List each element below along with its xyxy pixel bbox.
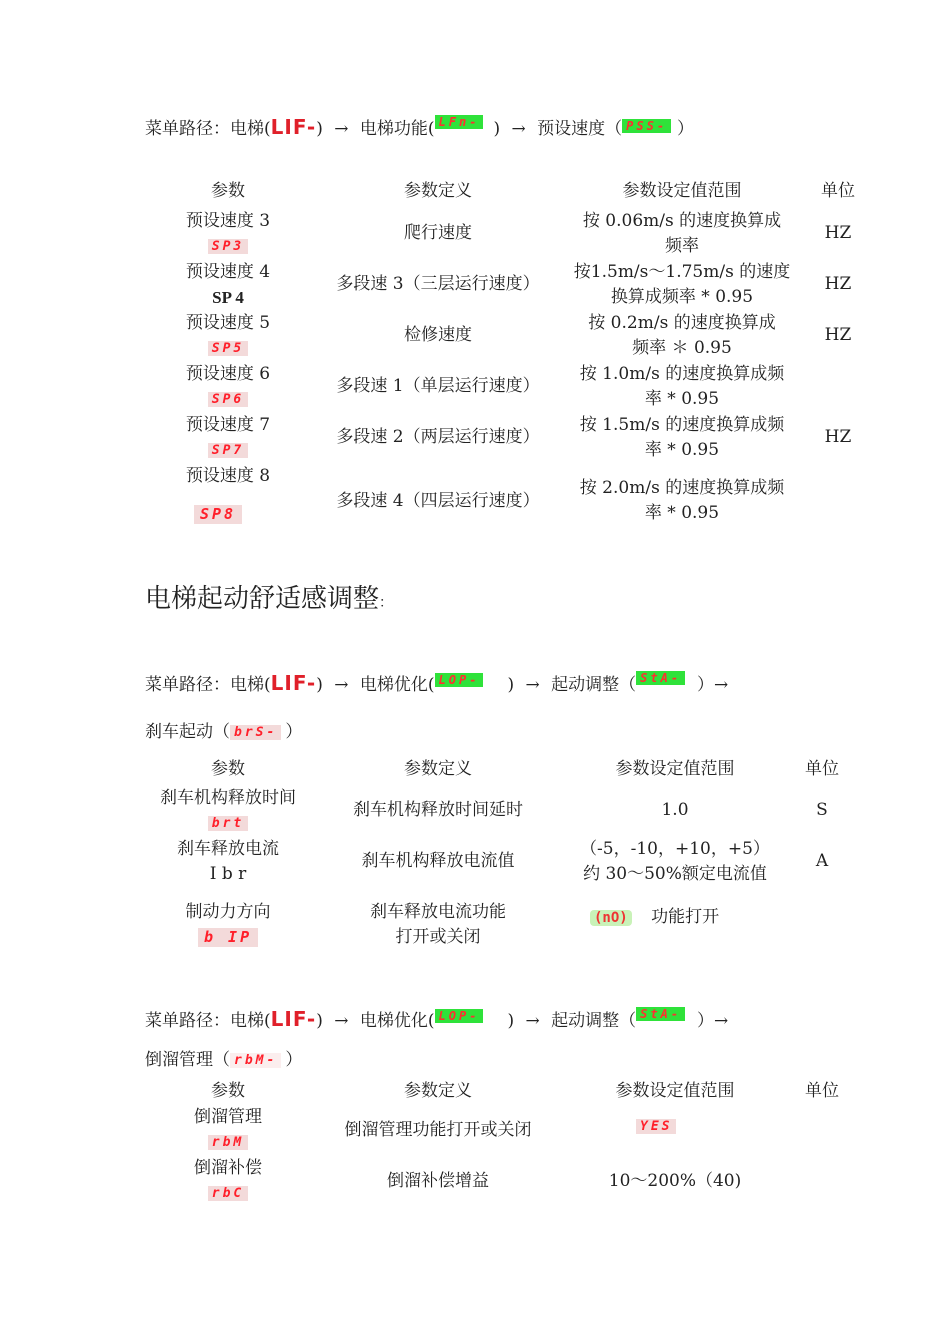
lfn-code: LFn-: [435, 115, 484, 129]
path-close: ): [507, 1011, 515, 1031]
arrow-icon: →: [525, 675, 540, 695]
param-def: 多段速 3（三层运行速度）: [336, 274, 540, 294]
param-def: 倒溜补偿增益: [387, 1171, 489, 1191]
param-def: 多段速 2（两层运行速度）: [336, 427, 540, 447]
range-line: 率 * 0.95: [644, 503, 720, 523]
path-close: ）→: [697, 1011, 729, 1031]
param-name: 预设速度 5: [185, 313, 271, 333]
range-line: 按 2.0m/s 的速度换算成频: [579, 478, 785, 498]
yes-code: YES: [636, 1119, 676, 1134]
table-row: [168, 260, 288, 310]
table-row: [168, 413, 288, 463]
range-line: 率 * 0.95: [644, 389, 720, 409]
heading-tail: ：: [379, 595, 394, 611]
param-range: [562, 260, 802, 310]
range-line: 按 0.2m/s 的速度换算成: [588, 313, 776, 333]
no-code: (nO): [590, 910, 632, 926]
header-param: 参数: [211, 1081, 245, 1101]
path-rb-label: 倒溜管理（: [145, 1050, 230, 1070]
lif-code: LIF-: [270, 671, 317, 695]
header-range: 参数设定值范围: [615, 759, 735, 779]
param-name: 倒溜补偿: [194, 1158, 262, 1178]
range-line: 频率: [665, 236, 699, 256]
menu-path-2-cont: [145, 717, 302, 742]
arrow-icon: →: [334, 119, 349, 139]
pss-code: PSS-: [622, 119, 671, 133]
param-def: 刹车机构释放电流值: [361, 851, 515, 871]
range-line: 按1.5m/s～1.75m/s 的速度: [573, 262, 791, 282]
param-name: 预设速度 6: [185, 364, 271, 384]
header-unit: 单位: [805, 759, 839, 779]
arrow-icon: →: [334, 1011, 349, 1031]
header-def: 参数定义: [404, 1081, 472, 1101]
param-def: 刹车机构释放时间延时: [353, 800, 523, 820]
param-range: [590, 902, 719, 927]
header-def: 参数定义: [404, 759, 472, 779]
param-code: SP6: [208, 392, 248, 407]
header-def: 参数定义: [404, 181, 472, 201]
param-def: 多段速 1（单层运行速度）: [336, 376, 540, 396]
header-param: 参数: [211, 759, 245, 779]
param-def: 检修速度: [404, 325, 472, 345]
path-label: 菜单路径：电梯(: [145, 119, 271, 139]
path-opt-label: 电梯优化(: [359, 1011, 435, 1031]
range-line: 约 30～50%额定电流值: [583, 864, 767, 884]
param-unit: HZ: [824, 427, 852, 447]
path-opt-label: 电梯优化(: [359, 675, 435, 695]
menu-path-2: [145, 670, 728, 695]
param-def: 爬行速度: [404, 223, 472, 243]
param-range: [568, 311, 796, 361]
range-line: 率 * 0.95: [644, 440, 720, 460]
header-unit: 单位: [805, 1081, 839, 1101]
param-range: 10～200%（40): [608, 1171, 742, 1191]
table-row: [168, 1105, 288, 1155]
param-name: 制动力方向: [185, 902, 271, 922]
param-code: SP7: [208, 443, 248, 458]
arrow-icon: →: [334, 675, 349, 695]
table-row: [168, 209, 288, 259]
param-name: 刹车释放电流: [177, 839, 279, 859]
menu-path-1: [145, 114, 694, 139]
param-def: [318, 900, 558, 950]
param-unit: S: [816, 800, 828, 820]
param-range: 1.0: [661, 800, 689, 820]
param-code: rbM: [208, 1135, 248, 1150]
path-close: ）: [285, 722, 303, 742]
lop-code: LOP-: [435, 673, 484, 687]
param-code: b IP: [198, 928, 258, 947]
param-range: [562, 362, 802, 412]
range-line: 换算成频率 * 0.95: [610, 287, 754, 307]
menu-path-3: [145, 1006, 728, 1031]
param-code: rbC: [208, 1186, 248, 1201]
param-range: [562, 476, 802, 526]
param-name: 预设速度 4: [185, 262, 271, 282]
param-def: 多段速 4（四层运行速度）: [336, 491, 540, 511]
range-line: 按 1.0m/s 的速度换算成频: [579, 364, 785, 384]
param-range: [568, 209, 796, 259]
param-name: 预设速度 3: [185, 211, 271, 231]
param-def: 倒溜管理功能打开或关闭: [344, 1120, 532, 1140]
param-range: [565, 837, 785, 887]
path-close: ): [316, 1011, 323, 1031]
range-line: 频率 ＊ 0.95: [632, 338, 732, 358]
table-row: [168, 311, 288, 361]
table-row: [168, 362, 288, 412]
arrow-icon: →: [511, 119, 526, 139]
param-name: 刹车机构释放时间: [160, 788, 296, 808]
path-preset-label: 预设速度（: [537, 119, 623, 139]
rbm-code: rbM-: [230, 1053, 281, 1068]
header-range: 参数设定值范围: [622, 181, 742, 201]
brs-code: brS-: [230, 725, 281, 740]
table-row: [138, 786, 318, 836]
heading-text: 电梯起动舒适感调整: [145, 584, 380, 614]
param-code: SP8: [194, 505, 242, 524]
param-name: 预设速度 7: [185, 415, 271, 435]
param-unit: HZ: [824, 223, 852, 243]
range-line: 按 1.5m/s 的速度换算成频: [579, 415, 785, 435]
path-close: ): [493, 119, 501, 139]
def-line: 打开或关闭: [395, 927, 481, 947]
param-range: [636, 1116, 676, 1136]
path-fn-label: 电梯功能(: [359, 119, 435, 139]
arrow-icon: →: [525, 1011, 540, 1031]
path-start-label: 起动调整（: [551, 1011, 637, 1031]
lif-code: LIF-: [270, 115, 317, 139]
path-label: 菜单路径：电梯(: [145, 1011, 271, 1031]
menu-path-3-cont: [145, 1045, 302, 1070]
param-code: I b r: [209, 864, 247, 884]
range-text: 功能打开: [651, 907, 720, 927]
param-range: [562, 413, 802, 463]
param-name: 倒溜管理: [194, 1107, 262, 1127]
param-code: SP3: [208, 239, 248, 254]
path-start-label: 起动调整（: [551, 675, 637, 695]
path-close: ): [316, 119, 323, 139]
param-code: SP 4: [212, 288, 244, 307]
header-param: 参数: [211, 181, 245, 201]
param-unit: HZ: [824, 274, 852, 294]
table-row: [168, 464, 288, 527]
param-unit: HZ: [824, 325, 852, 345]
sta-code: StA-: [636, 671, 685, 685]
header-range: 参数设定值范围: [615, 1081, 735, 1101]
path-close: ）→: [697, 675, 729, 695]
range-line: 按 0.06m/s 的速度换算成: [582, 211, 782, 231]
path-brake-label: 刹车起动（: [145, 722, 230, 742]
param-name: 预设速度 8: [185, 466, 271, 486]
path-close: ): [316, 675, 323, 695]
param-code: SP5: [208, 341, 248, 356]
param-code: brt: [208, 816, 248, 831]
path-close: ）: [285, 1050, 303, 1070]
lop-code: LOP-: [435, 1009, 484, 1023]
def-line: 刹车释放电流功能: [370, 902, 506, 922]
table-row: [168, 1156, 288, 1206]
path-close: ): [507, 675, 515, 695]
sta-code: StA-: [636, 1007, 685, 1021]
section-heading: [145, 578, 393, 615]
path-close: ）: [677, 119, 695, 139]
param-unit: A: [815, 851, 829, 871]
table-row: [138, 837, 318, 887]
header-unit: 单位: [821, 181, 855, 201]
lif-code: LIF-: [270, 1007, 317, 1031]
path-label: 菜单路径：电梯(: [145, 675, 271, 695]
range-line: （-5，-10，+10，+5）: [580, 839, 770, 859]
table-row: [138, 900, 318, 950]
